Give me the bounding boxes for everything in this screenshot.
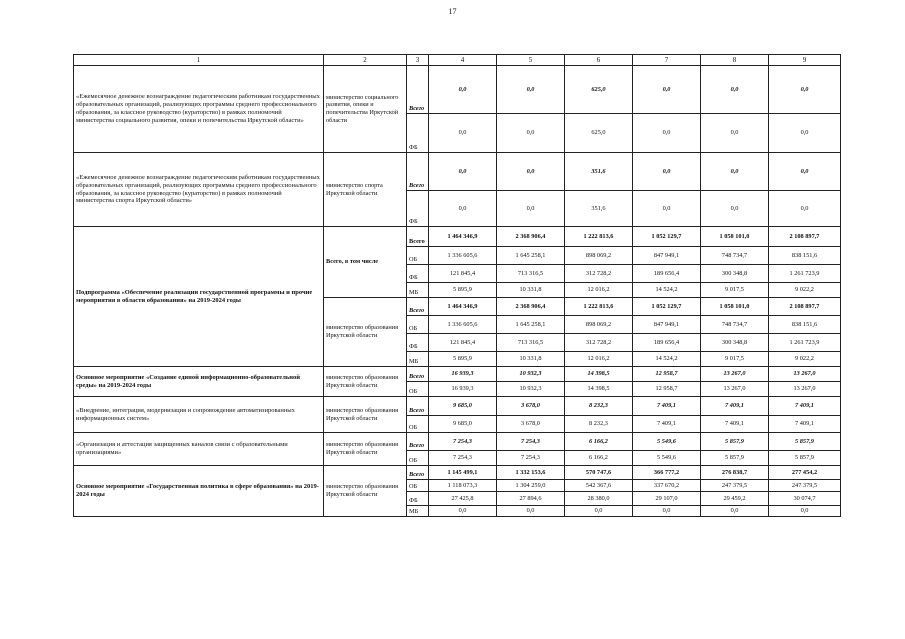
source-cell: Всего: [407, 466, 429, 480]
value-cell: 2 368 906,4: [497, 298, 565, 316]
source-cell: МБ: [407, 506, 429, 517]
value-cell: 1 336 605,6: [429, 247, 497, 265]
value-cell: 14 398,5: [565, 367, 633, 382]
value-cell: 1 222 813,6: [565, 298, 633, 316]
value-cell: 29 459,2: [701, 492, 769, 506]
value-cell: 9 022,2: [769, 352, 841, 367]
value-cell: 1 332 153,6: [497, 466, 565, 480]
value-cell: 542 367,6: [565, 480, 633, 492]
value-cell: 0,0: [429, 153, 497, 191]
value-cell: 0,0: [769, 114, 841, 153]
value-cell: 13 267,0: [769, 382, 841, 397]
value-cell: 898 069,2: [565, 316, 633, 334]
value-cell: 121 845,4: [429, 334, 497, 352]
value-cell: 0,0: [633, 66, 701, 114]
value-cell: 30 074,7: [769, 492, 841, 506]
source-cell: ФБ: [407, 492, 429, 506]
source-cell: ФБ: [407, 114, 429, 153]
value-cell: 7 409,1: [633, 416, 701, 433]
value-cell: 7 254,3: [497, 433, 565, 451]
value-cell: 847 949,1: [633, 247, 701, 265]
source-cell: ОБ: [407, 316, 429, 334]
value-cell: 5 857,9: [701, 433, 769, 451]
value-cell: 0,0: [633, 153, 701, 191]
value-cell: 5 857,9: [769, 433, 841, 451]
value-cell: 2 108 897,7: [769, 227, 841, 247]
value-cell: 5 857,9: [769, 451, 841, 466]
value-cell: 9 017,5: [701, 352, 769, 367]
value-cell: 7 409,1: [701, 397, 769, 416]
value-cell: 312 728,2: [565, 265, 633, 283]
value-cell: 277 454,2: [769, 466, 841, 480]
value-cell: 1 261 723,9: [769, 334, 841, 352]
value-cell: 9 017,5: [701, 283, 769, 298]
header-cell: 4: [429, 55, 497, 66]
value-cell: 1 058 101,0: [701, 227, 769, 247]
source-cell: ОБ: [407, 382, 429, 397]
table-row: [74, 153, 841, 191]
source-cell: ОБ: [407, 247, 429, 265]
source-cell: Всего: [407, 298, 429, 316]
measure-name: «Организация и аттестация защищенных каналов связи с образовательными организациями»: [74, 433, 324, 466]
value-cell: 0,0: [633, 506, 701, 517]
value-cell: 6 166,2: [565, 451, 633, 466]
value-cell: 5 895,9: [429, 352, 497, 367]
value-cell: 10 331,8: [497, 352, 565, 367]
value-cell: 366 777,2: [633, 466, 701, 480]
executor-cell: министерство образования Иркутской области: [324, 433, 407, 466]
value-cell: 0,0: [497, 114, 565, 153]
value-cell: 1 464 346,9: [429, 227, 497, 247]
header-cell: 2: [324, 55, 407, 66]
header-row: [74, 55, 841, 66]
value-cell: 5 895,9: [429, 283, 497, 298]
value-cell: 8 232,3: [565, 397, 633, 416]
value-cell: 1 464 346,9: [429, 298, 497, 316]
value-cell: 337 670,2: [633, 480, 701, 492]
value-cell: 1 052 129,7: [633, 227, 701, 247]
measure-name: «Внедрение, интеграция, модернизация и сопровождение автоматизированных информационных систем»: [74, 397, 324, 433]
value-cell: 9 022,2: [769, 283, 841, 298]
source-cell: МБ: [407, 283, 429, 298]
table-row: [74, 227, 841, 247]
header-cell: 3: [407, 55, 429, 66]
value-cell: 713 316,5: [497, 334, 565, 352]
value-cell: 7 409,1: [633, 397, 701, 416]
value-cell: 14 524,2: [633, 352, 701, 367]
value-cell: 0,0: [769, 153, 841, 191]
header-cell: 5: [497, 55, 565, 66]
header-cell: 6: [565, 55, 633, 66]
value-cell: 247 379,5: [701, 480, 769, 492]
table-row: [74, 466, 841, 480]
value-cell: 748 734,7: [701, 247, 769, 265]
value-cell: 189 656,4: [633, 334, 701, 352]
value-cell: 7 254,3: [429, 451, 497, 466]
value-cell: 189 656,4: [633, 265, 701, 283]
value-cell: 8 232,3: [565, 416, 633, 433]
value-cell: 713 316,5: [497, 265, 565, 283]
value-cell: 10 932,3: [497, 367, 565, 382]
value-cell: 9 685,0: [429, 416, 497, 433]
value-cell: 3 678,0: [497, 397, 565, 416]
subprogram-name: Подпрограмма «Обеспечение реализации государственной программы и прочие мероприятия в области образования» на 2019-2024 годы: [74, 227, 324, 367]
value-cell: 0,0: [497, 153, 565, 191]
value-cell: 16 939,3: [429, 382, 497, 397]
value-cell: 625,0: [565, 66, 633, 114]
executor-cell: министерство образования Иркутской области: [324, 367, 407, 397]
value-cell: 2 108 897,7: [769, 298, 841, 316]
value-cell: 27 894,6: [497, 492, 565, 506]
value-cell: 0,0: [701, 66, 769, 114]
source-cell: ОБ: [407, 451, 429, 466]
value-cell: 12 958,7: [633, 382, 701, 397]
header-cell: 9: [769, 55, 841, 66]
value-cell: 28 380,0: [565, 492, 633, 506]
value-cell: 121 845,4: [429, 265, 497, 283]
source-cell: Всего: [407, 66, 429, 114]
value-cell: 0,0: [769, 191, 841, 227]
value-cell: 5 549,6: [633, 433, 701, 451]
value-cell: 748 734,7: [701, 316, 769, 334]
executor-cell: министерство образования Иркутской области: [324, 466, 407, 517]
value-cell: 570 747,6: [565, 466, 633, 480]
measure-name: «Ежемесячное денежное вознаграждение педагогическим работникам государственных образовательных организаций, реализующих программы среднего профессионального образования, за классное руководство (кураторство) в рамках полномочий министерства спорта Иркутской области»: [74, 153, 324, 227]
value-cell: 0,0: [701, 191, 769, 227]
value-cell: 0,0: [633, 191, 701, 227]
value-cell: 1 304 259,0: [497, 480, 565, 492]
value-cell: 7 254,3: [429, 433, 497, 451]
header-cell: 1: [74, 55, 324, 66]
value-cell: 0,0: [701, 114, 769, 153]
source-cell: МБ: [407, 352, 429, 367]
value-cell: 1 145 499,1: [429, 466, 497, 480]
value-cell: 625,0: [565, 114, 633, 153]
value-cell: 12 016,2: [565, 283, 633, 298]
source-cell: ФБ: [407, 191, 429, 227]
value-cell: 838 151,6: [769, 316, 841, 334]
page-number: 17: [448, 7, 457, 16]
value-cell: 5 857,9: [701, 451, 769, 466]
value-cell: 847 949,1: [633, 316, 701, 334]
value-cell: 0,0: [429, 114, 497, 153]
value-cell: 12 016,2: [565, 352, 633, 367]
budget-table: [73, 54, 841, 517]
value-cell: 0,0: [701, 506, 769, 517]
value-cell: 7 409,1: [769, 416, 841, 433]
source-cell: Всего: [407, 433, 429, 451]
value-cell: 898 069,2: [565, 247, 633, 265]
value-cell: 1 336 605,6: [429, 316, 497, 334]
value-cell: 0,0: [769, 506, 841, 517]
value-cell: 12 958,7: [633, 367, 701, 382]
value-cell: 1 058 101,0: [701, 298, 769, 316]
executor-cell: министерство спорта Иркутской области: [324, 153, 407, 227]
value-cell: 13 267,0: [701, 367, 769, 382]
value-cell: 0,0: [565, 506, 633, 517]
source-cell: Всего: [407, 153, 429, 191]
value-cell: 13 267,0: [769, 367, 841, 382]
value-cell: 351,6: [565, 153, 633, 191]
value-cell: 1 261 723,9: [769, 265, 841, 283]
value-cell: 27 425,8: [429, 492, 497, 506]
value-cell: 312 728,2: [565, 334, 633, 352]
value-cell: 6 166,2: [565, 433, 633, 451]
value-cell: 300 348,8: [701, 265, 769, 283]
value-cell: 838 151,6: [769, 247, 841, 265]
executor-cell: министерство образования Иркутской области: [324, 397, 407, 433]
value-cell: 5 549,6: [633, 451, 701, 466]
value-cell: 0,0: [497, 506, 565, 517]
table-row: [74, 367, 841, 382]
value-cell: 1 222 813,6: [565, 227, 633, 247]
value-cell: 1 645 258,1: [497, 247, 565, 265]
value-cell: 7 409,1: [701, 416, 769, 433]
value-cell: 0,0: [429, 191, 497, 227]
value-cell: 1 118 073,3: [429, 480, 497, 492]
value-cell: 1 645 258,1: [497, 316, 565, 334]
value-cell: 10 932,3: [497, 382, 565, 397]
value-cell: 16 939,3: [429, 367, 497, 382]
value-cell: 0,0: [429, 506, 497, 517]
measure-name: Основное мероприятие «Создание единой информационно-образовательной среды» на 2019-2024 годы: [74, 367, 324, 397]
source-cell: ФБ: [407, 265, 429, 283]
header-cell: 8: [701, 55, 769, 66]
measure-name: «Ежемесячное денежное вознаграждение педагогическим работникам государственных образовательных организаций, реализующих программы среднего профессионального образования, за классное руководство (кураторство) в рамках полномочий министерства социального развития, опеки и попечительства Иркутской области»: [74, 66, 324, 153]
source-cell: ОБ: [407, 480, 429, 492]
source-cell: ОБ: [407, 416, 429, 433]
value-cell: 9 685,0: [429, 397, 497, 416]
value-cell: 0,0: [497, 191, 565, 227]
executor-cell: министерство образования Иркутской области: [324, 298, 407, 367]
value-cell: 0,0: [497, 66, 565, 114]
value-cell: 10 331,8: [497, 283, 565, 298]
table-row: [74, 66, 841, 114]
value-cell: 14 398,5: [565, 382, 633, 397]
value-cell: 2 368 906,4: [497, 227, 565, 247]
value-cell: 7 409,1: [769, 397, 841, 416]
value-cell: 0,0: [701, 153, 769, 191]
executor-cell: министерство социального развития, опеки и попечительства Иркутской области: [324, 66, 407, 153]
value-cell: 29 107,0: [633, 492, 701, 506]
value-cell: 0,0: [429, 66, 497, 114]
executor-cell: Всего, в том числе: [324, 227, 407, 298]
header-cell: 7: [633, 55, 701, 66]
value-cell: 7 254,3: [497, 451, 565, 466]
value-cell: 247 379,5: [769, 480, 841, 492]
value-cell: 0,0: [769, 66, 841, 114]
value-cell: 1 052 129,7: [633, 298, 701, 316]
value-cell: 3 678,0: [497, 416, 565, 433]
value-cell: 14 524,2: [633, 283, 701, 298]
value-cell: 276 838,7: [701, 466, 769, 480]
value-cell: 0,0: [633, 114, 701, 153]
measure-name: Основное мероприятие «Государственная политика в сфере образования» на 2019-2024 годы: [74, 466, 324, 517]
value-cell: 351,6: [565, 191, 633, 227]
source-cell: Всего: [407, 397, 429, 416]
value-cell: 300 348,8: [701, 334, 769, 352]
table-row: [74, 397, 841, 416]
source-cell: ФБ: [407, 334, 429, 352]
table-row: [74, 433, 841, 451]
source-cell: Всего: [407, 227, 429, 247]
source-cell: Всего: [407, 367, 429, 382]
value-cell: 13 267,0: [701, 382, 769, 397]
